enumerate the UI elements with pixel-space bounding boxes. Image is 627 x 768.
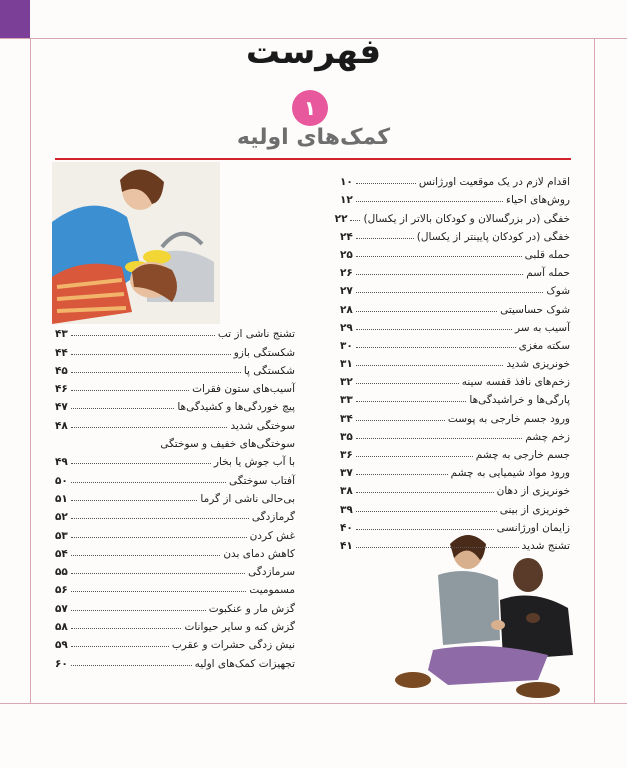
toc-entry[interactable] [340,497,570,515]
toc-list-left [55,322,295,670]
toc-entry-label: سوختگی‌های خفیف و سوختگی [160,438,295,451]
toc-entry-label: زایمان اورژانسی [496,521,570,534]
toc-entry-page: ۱۲ [340,194,353,207]
toc-leader [356,456,473,457]
toc-entry-label: ورود جسم خارجی به پوست [447,412,570,425]
chapter-divider [55,158,571,160]
toc-entry-page: ۲۶ [340,267,353,280]
toc-entry[interactable] [55,542,295,560]
toc-entry-page: ۵۸ [55,621,68,634]
toc-entry-page: ۵۰ [55,474,68,487]
toc-entry-page: ۵۹ [55,639,68,652]
toc-entry-page: ۳۰ [340,339,353,352]
toc-entry-label: پیچ خوردگی‌ها و کشیدگی‌ها [177,401,295,414]
toc-leader [356,238,414,239]
chapter-number-badge: ۱ [292,90,328,126]
toc-entry-page: ۵۵ [55,566,68,579]
toc-entry-label: آفتاب سوختگی [229,474,295,487]
chest-pain-illustration [388,530,588,700]
toc-entry-label: روش‌های احیاء [506,194,570,207]
toc-leader [356,329,512,330]
toc-entry-page: ۵۱ [55,492,68,505]
toc-leader [71,500,198,501]
toc-entry-label: تشنج شدید [521,539,570,552]
toc-entry-page: ۳۶ [340,449,353,461]
toc-entry[interactable] [340,352,570,370]
toc-entry[interactable] [340,425,570,443]
toc-entry[interactable] [55,322,295,340]
toc-entry-label: خونریزی شدید [506,358,570,371]
toc-entry-page: ۴۳ [55,328,68,341]
toc-leader [356,292,544,293]
toc-entry-page: ۲۷ [340,285,353,298]
toc-entry[interactable] [340,225,570,243]
toc-leader [71,555,221,556]
toc-leader [356,438,522,439]
toc-leader [71,335,215,336]
toc-leader [356,529,494,530]
toc-entry-label: گزش مار و عنکبوت [208,602,295,615]
toc-entry-label: غش کردن [249,529,295,542]
toc-entry-label: سرمازدگی [248,566,295,579]
toc-leader [71,665,192,666]
toc-entry-page: ۴۵ [55,364,68,377]
toc-entry-label: نیش زدگی حشرات و عقرب [171,639,295,652]
toc-entry-page: ۵۷ [55,602,68,615]
toc-entry-page: ۲۵ [340,248,353,261]
toc-entry-label: شکستگی پا [243,364,295,377]
toc-entry-label: آسیب‌های ستون فقرات [192,383,295,396]
toc-entry-label: زخم‌های نافذ قفسه سینه [461,376,570,389]
toc-leader [71,628,182,629]
hair-wash-photo [52,162,220,324]
toc-entry-page: ۵۶ [55,584,68,597]
toc-entry-page: ۴۹ [55,456,68,469]
toc-entry-label: سوختگی شدید [230,419,295,432]
toc-entry-page: ۳۸ [340,485,353,498]
toc-entry[interactable] [334,206,570,225]
toc-entry[interactable] [55,505,295,523]
toc-leader [71,372,241,373]
toc-entry[interactable] [55,578,295,596]
toc-leader [71,354,231,355]
toc-leader [356,492,494,493]
toc-leader [356,311,497,312]
toc-entry[interactable] [340,316,570,334]
toc-entry-label: شوک حساسیتی [500,303,570,316]
toc-entry-continued[interactable] [55,432,295,450]
toc-entry[interactable] [340,261,570,279]
frame-line-bottom [0,703,627,704]
toc-entry-page: ۶۰ [55,657,68,670]
toc-entry[interactable] [340,388,570,406]
toc-entry-label: گرمازدگی [251,511,295,524]
hair-wash-illustration [52,162,220,324]
toc-entry-page: ۳۵ [340,430,353,443]
toc-entry-page: ۲۸ [340,303,353,316]
toc-entry[interactable] [340,188,570,206]
toc-entry-label: ورود مواد شیمیایی به چشم [450,467,570,480]
toc-entry-page: ۳۹ [340,503,353,516]
toc-entry[interactable] [340,334,570,352]
toc-leader [356,365,504,366]
toc-entry-page: ۵۳ [55,529,68,542]
toc-leader [356,420,445,421]
page-title: فهرست [245,32,382,72]
toc-entry[interactable] [55,377,295,395]
toc-leader [71,390,189,391]
toc-entry-page: ۵۴ [55,547,68,560]
toc-entry[interactable] [55,468,295,486]
toc-leader [71,427,228,428]
toc-entry-page: ۴۶ [55,383,68,396]
toc-entry[interactable] [340,279,570,297]
toc-entry[interactable] [55,560,295,578]
toc-entry-label: حمله آسم [526,267,570,280]
toc-entry[interactable] [340,406,570,424]
toc-entry-label: تشنج ناشی از تب [217,328,295,341]
toc-entry-page: ۳۳ [340,394,353,407]
toc-entry-label: کاهش دمای بدن [223,547,295,560]
toc-entry[interactable] [55,633,295,651]
toc-entry[interactable] [55,596,295,614]
toc-entry[interactable] [55,615,295,633]
toc-leader [71,610,206,611]
toc-entry[interactable] [55,413,295,431]
toc-entry-label: خونریزی از بینی [499,503,570,516]
toc-entry[interactable] [340,461,570,479]
toc-entry[interactable] [340,516,570,534]
chapter-title: کمک‌های اولیه [236,125,391,150]
toc-entry-label: تجهیزات کمک‌های اولیه [194,657,295,670]
toc-leader [356,511,497,512]
toc-entry[interactable] [55,450,295,468]
toc-leader [356,383,459,384]
toc-entry[interactable] [340,479,570,497]
toc-entry-label: گزش کنه و سایر حیوانات [184,621,295,634]
toc-entry-page: ۲۹ [340,321,353,334]
toc-leader [71,518,249,519]
toc-entry-page: ۴۱ [340,539,353,552]
toc-leader [356,274,523,275]
toc-leader [356,183,416,184]
toc-entry-page: ۵۲ [55,511,68,524]
chest-pain-photo [388,530,588,700]
toc-entry-page: ۴۷ [55,401,68,414]
toc-entry-label: شوک [546,285,570,298]
toc-leader [350,220,360,221]
toc-entry[interactable] [340,297,570,315]
toc-list-right [334,170,570,552]
toc-entry[interactable] [340,534,570,552]
toc-entry[interactable] [55,487,295,505]
toc-entry[interactable] [340,443,570,461]
toc-entry[interactable] [55,395,295,413]
toc-entry-label: اقدام لازم در یک موقعیت اورژانس [418,176,570,189]
toc-entry-label: پارگی‌ها و خراشیدگی‌ها [469,394,570,407]
toc-entry-label: با آب جوش یا بخار [213,456,295,469]
toc-leader [71,646,169,647]
toc-entry-label: آسیب به سر [514,321,570,334]
toc-leader [356,401,467,402]
toc-entry[interactable] [55,359,295,377]
toc-entry-label: خفگی (در بزرگسالان و کودکان بالاتر از یکسال) [363,212,570,225]
toc-entry[interactable] [340,243,570,261]
toc-entry-page: ۳۲ [340,376,353,389]
toc-leader [356,201,503,202]
toc-entry[interactable] [340,370,570,388]
toc-leader [71,537,247,538]
toc-entry[interactable] [55,340,295,358]
toc-leader [71,408,175,409]
toc-entry-label: جسم خارجی به چشم [475,449,570,461]
toc-entry-label: بی‌حالی ناشی از گرما [200,492,295,505]
toc-entry[interactable] [340,170,570,188]
toc-entry-label: سکته مغزی [518,339,570,352]
toc-leader [356,347,516,348]
toc-entry-label: خفگی (در کودکان پایینتر از یکسال) [416,230,570,243]
toc-entry-page: ۲۴ [340,230,353,243]
toc-entry-page: ۳۷ [340,467,353,480]
toc-leader [71,482,226,483]
toc-entry-page: ۴۸ [55,419,68,432]
toc-leader [356,256,522,257]
toc-leader [71,573,245,574]
toc-entry-page: ۲۲ [334,212,348,225]
toc-entry-page: ۴۰ [340,521,353,534]
toc-entry-page: ۳۴ [340,412,353,425]
toc-entry-page: ۱۰ [340,176,353,189]
toc-leader [356,474,448,475]
toc-entry-label: حمله قلبی [524,248,570,261]
toc-entry-label: خونریزی از دهان [496,485,570,498]
toc-leader [356,547,519,548]
toc-entry[interactable] [55,523,295,541]
toc-entry[interactable] [55,651,295,669]
toc-entry-label: مسمومیت [249,584,295,597]
toc-entry-label: شکستگی بازو [233,346,295,359]
toc-leader [71,463,211,464]
toc-entry-label: زخم چشم [525,430,570,443]
toc-entry-page: ۴۴ [55,346,68,359]
toc-entry-page: ۳۱ [340,358,353,371]
toc-leader [71,591,247,592]
